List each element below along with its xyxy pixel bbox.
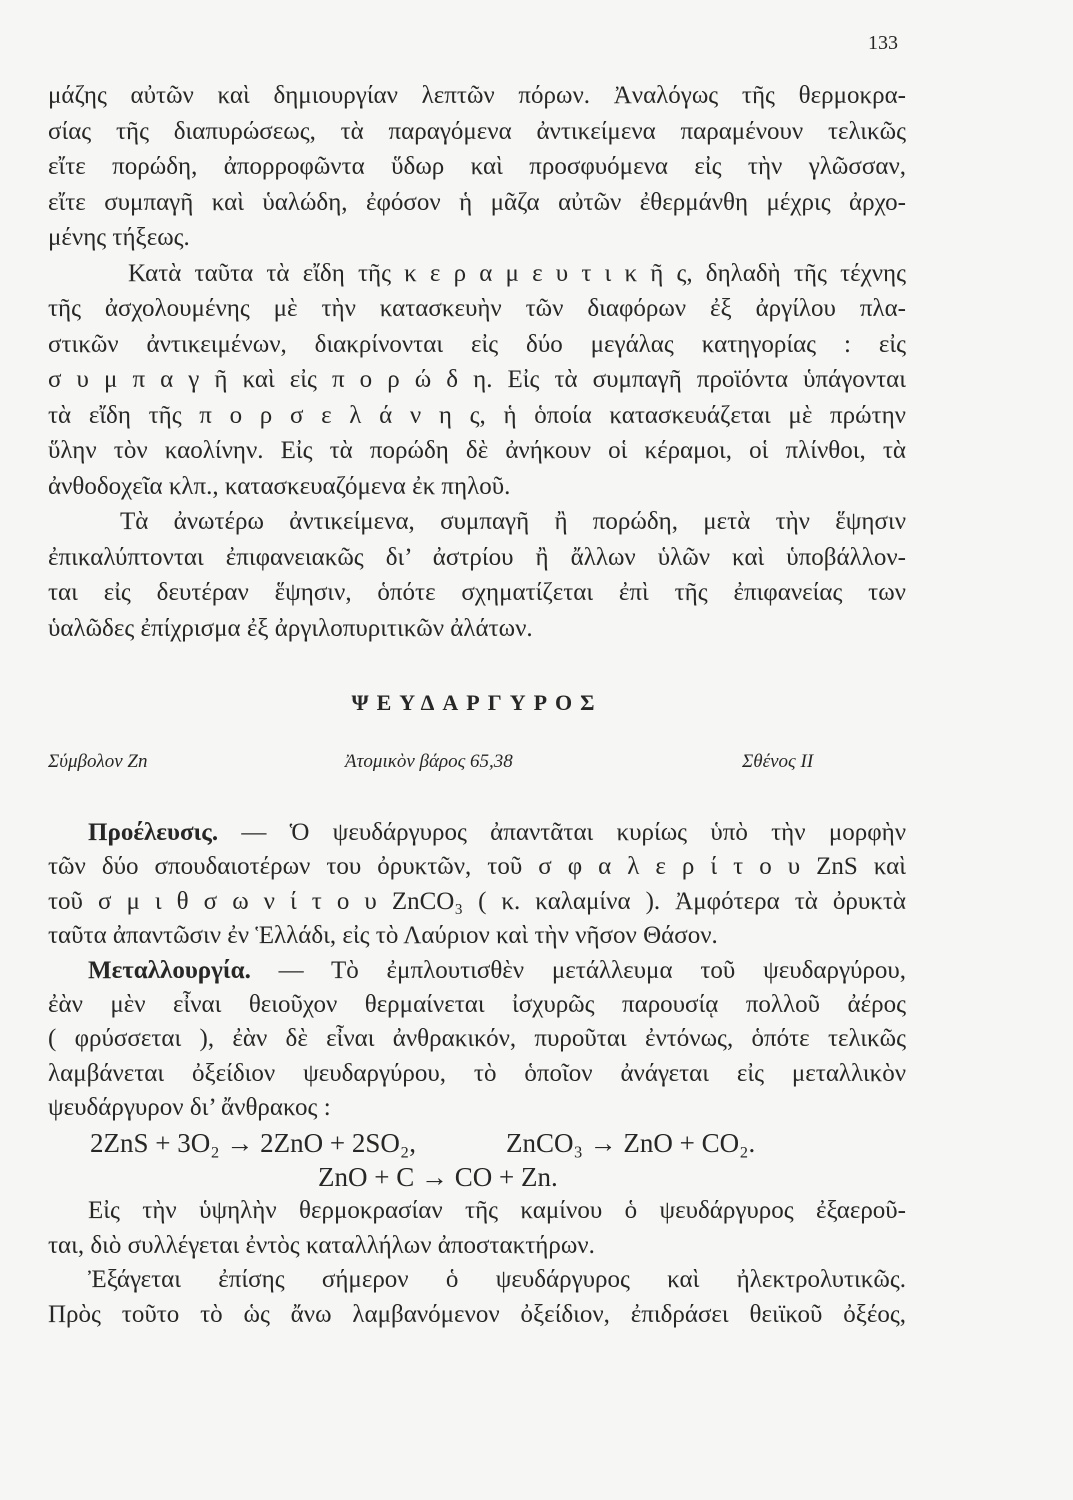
section-heading: ΨΕΥΔΑΡΓΥΡΟΣ [351,690,603,715]
text-line: ται εἰς δευτέραν ἕψησιν, ὁπότε σχηματίζεται ἐπὶ τῆς ἐπιφανείας των [48,579,906,606]
text-line: τῆς ἀσχολουμένης μὲ τὴν κατασκευὴν τῶν διαφόρων ἐξ ἀργίλου πλα- [48,295,906,322]
text-line: τοῦ σ μ ι θ σ ω ν ί τ ο υ ZnCO₃ ( κ. καλαμίνα ). Ἀμφότερα τὰ ὀρυκτὰ [48,887,906,915]
text-line: ὕλην τὸν καολίνην. Εἰς τὰ πορώδη δὲ ἀνήκουν οἱ κέραμοι, οἱ πλίνθοι, τὰ [48,437,906,464]
text-line: μένης τήξεως. [48,224,190,251]
text-line: Εἰς τὴν ὑψηλὴν θερμοκρασίαν τῆς καμίνου ὁ ψευδάργυρος ἐξαεροῦ- [88,1197,906,1225]
text-line: ἐὰν μὲν εἶναι θειοῦχον θερμαίνεται ἰσχυρῶς παρουσίᾳ πολλοῦ ἀέρος [48,991,906,1019]
text-line: ἐπικαλύπτονται ἐπιφανειακῶς δι’ ἀστρίου ἢ ἄλλων ὑλῶν καὶ ὑποβάλλον- [48,543,906,571]
text-line: σ υ μ π α γ ῆ καὶ εἰς π ο ρ ώ δ η. Εἰς τὰ συμπαγῆ προϊόντα ὑπάγονται [48,366,906,393]
element-info-line [48,748,906,776]
zinc-text-block [48,816,906,1332]
text-line: ται, διὸ συλλέγεται ἐντὸς καταλλήλων ἀποστακτήρων. [48,1231,595,1259]
section-label: Προέλευσις. [88,819,219,846]
chemical-equation-line [48,1126,906,1160]
text-line: ταῦτα ἀπαντῶσιν ἐν Ἑλλάδι, εἰς τὸ Λαύριον καὶ τὴν νῆσον Θάσον. [48,922,718,950]
page-number: 133 [868,32,898,54]
text-line [48,816,906,850]
text-line: ψευδάργυρον δι’ ἄνθρακος : [48,1094,331,1122]
text-line [48,954,906,988]
valence: Σθένος II [742,751,814,772]
section-label: Μεταλλουργία. [88,956,251,984]
text-line: Πρὸς τοῦτο τὸ ὡς ἄνω λαμβανόμενον ὀξείδιον, ἐπιδράσει θειϊκοῦ ὀξέος, [48,1300,906,1328]
text-line: μάζης αὐτῶν καὶ δημιουργίαν λεπτῶν πόρων. Ἀναλόγως τῆς θερμοκρα- [48,82,906,109]
text-segment: — Ὁ ψευδάργυρος ἀπαντᾶται κυρίως ὑπὸ τὴν μορφὴν [218,819,906,846]
text-segment: — Τὸ ἐμπλουτισθὲν μετάλλευμα τοῦ ψευδαργύρου, [250,956,906,984]
text-line: σίας τῆς διαπυρώσεως, τὰ παραγόμενα ἀντικείμενα παραμένουν τελικῶς [48,117,906,145]
text-line: εἴτε συμπαγῆ καὶ ὑαλώδη, ἐφόσον ἡ μᾶζα αὐτῶν ἐθερμάνθη μέχρις ἀρχο- [48,188,906,216]
text-line: τὰ εἴδη τῆς π ο ρ σ ε λ ά ν η ς, ἡ ὁποία κατασκευάζεται μὲ πρώτην [48,401,906,429]
text-line: εἴτε πορώδη, ἀπορροφῶντα ὕδωρ καὶ προσφυόμενα εἰς τὴν γλῶσσαν, [48,153,906,180]
text-line: τῶν δύο σπουδαιοτέρων του ὀρυκτῶν, τοῦ σ φ α λ ε ρ ί τ ο υ ZnS καὶ [48,853,906,881]
text-line: ( φρύσσεται ), ἐὰν δὲ εἶναι ἀνθρακικόν, πυροῦται ἐντόνως, ὁπότε τελικῶς [48,1025,906,1053]
chemical-equation: ZnO + C → CO + Zn. [318,1162,558,1193]
text-line: Τὰ ἀνωτέρω ἀντικείμενα, συμπαγῆ ἢ πορώδη, μετὰ τὴν ἕψησιν [120,508,906,535]
atomic-weight: Ἀτομικὸν βάρος 65,38 [345,751,513,772]
text-line: ἀνθοδοχεῖα κλπ., κατασκευαζόμενα ἐκ πηλοῦ. [48,472,511,500]
text-line: στικῶν ἀντικειμένων, διακρίνονται εἰς δύο μεγάλας κατηγορίας : εἰς [48,330,906,358]
text-line: λαμβάνεται ὀξείδιον ψευδαργύρου, τὸ ὁποῖον ἀνάγεται εἰς μεταλλικὸν [48,1059,906,1087]
chemical-equation-line [48,1160,906,1194]
text-line: ὑαλῶδες ἐπίχρισμα ἐξ ἀργιλοπυριτικῶν ἀλάτων. [48,614,533,642]
text-line: Ἐξάγεται ἐπίσης σήμερον ὁ ψευδάργυρος καὶ ἠλεκτρολυτικῶς. [88,1266,906,1294]
element-symbol: Σύμβολον Zn [48,751,148,772]
ceramics-text-block [48,78,906,646]
chemical-equation: ZnCO₃ → ZnO + CO₂. [506,1127,756,1158]
chemical-equation: 2ZnS + 3O₂ → 2ZnO + 2SO₂, [90,1127,417,1158]
text-line: Κατὰ ταῦτα τὰ εἴδη τῆς κ ε ρ α μ ε υ τ ι κ ῆ ς, δηλαδὴ τῆς τέχνης [128,259,906,287]
